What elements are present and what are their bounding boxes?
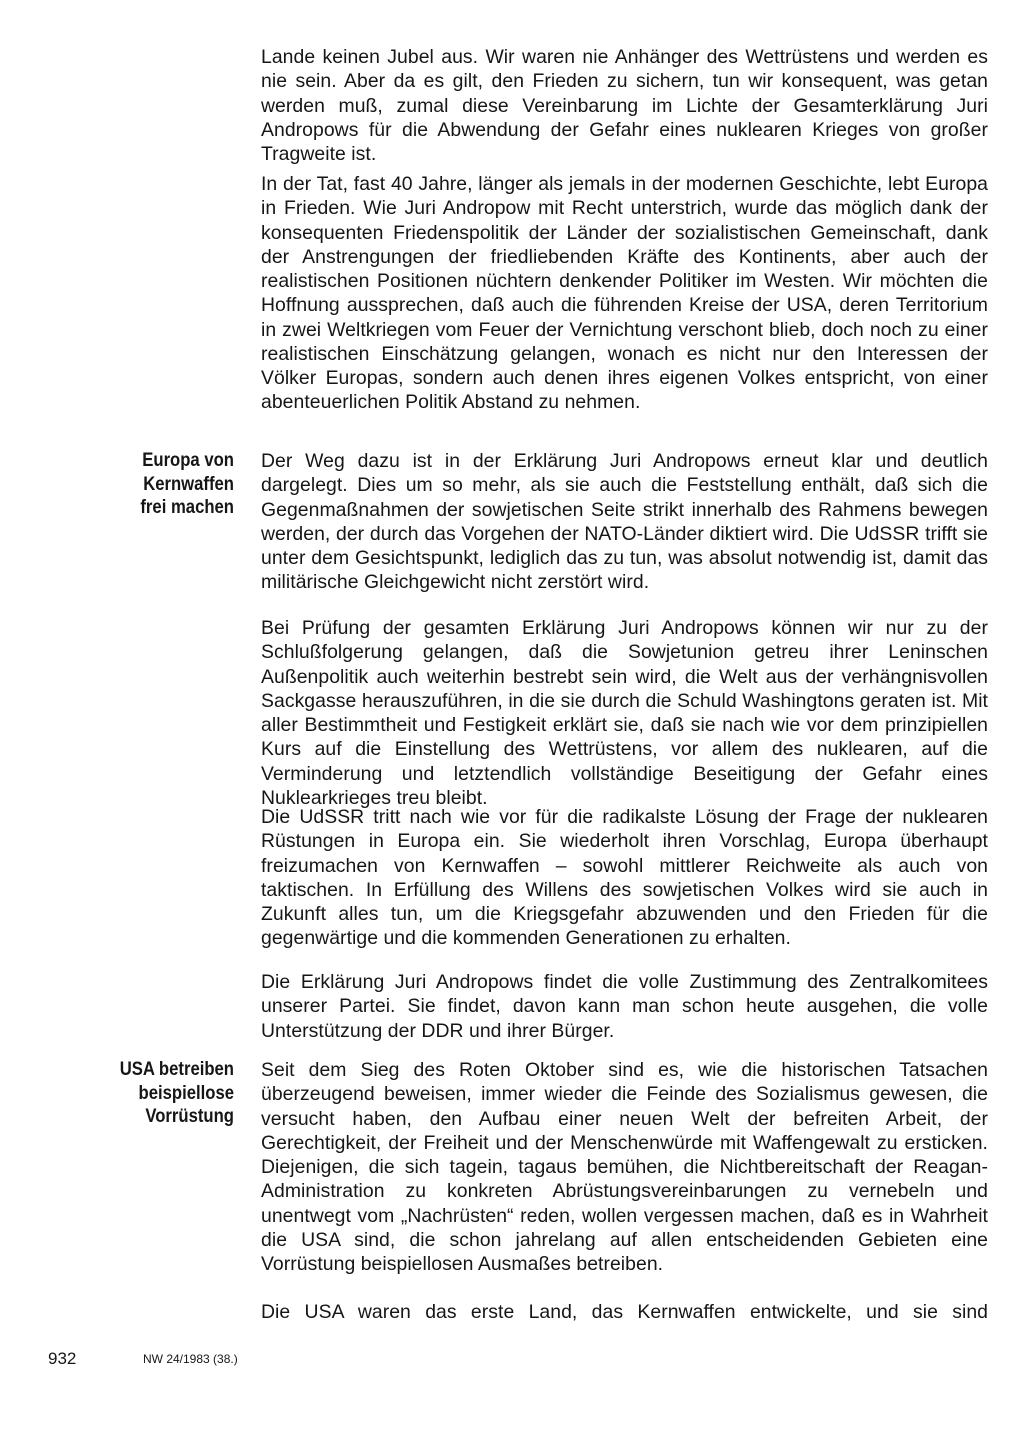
margin-heading-line: beispiellose xyxy=(138,1081,234,1104)
paragraph-text: In der Tat, fast 40 Jahre, länger als jemals in der modernen Geschichte, lebt Europa in Frieden. Wie Juri Andropow mit Recht unterstrich, wurde das möglich dank der konsequenten Friedenspolitik der Länder der sozialistischen Gemeinschaft, dank der Anstrengungen der friedliebenden Kräfte des Kontinents, aber auch der realistischen Positionen nüchtern denkender Politiker im Westen. Wir möchten die Hoffnung aussprechen, daß auch die führenden Kreise der USA, deren Territorium in zwei Weltkriegen vom Feuer der Vernichtung verschont blieb, doch noch zu einer realistischen Einschätzung gelangen, wonach es nicht nur den Interessen der Völker Europas, sondern auch denen ihres eigenen Volkes entspricht, von einer abenteuerlichen Politik Abstand zu nehmen. xyxy=(261,173,988,414)
paragraph-text: Der Weg dazu ist in der Erklärung Juri Andropows erneut klar und deutlich dargelegt. Dies um so mehr, als sie auch die Feststellung enthält, daß sich die Gegenmaßnahmen der sowjetischen Seite strikt innerhalb des Rahmens bewegen werden, der durch das Vorgehen der NATO-Länder diktiert wird. Die UdSSR trifft sie unter dem Gesichtspunkt, lediglich das zu tun, was absolut notwendig ist, damit das militärische Gleichgewicht nicht zerstört wird. xyxy=(261,450,988,594)
margin-heading-usa xyxy=(115,1058,234,1129)
paragraph-text: Die Erklärung Juri Andropows findet die volle Zustimmung des Zentralkomitees unserer Partei. Sie findet, davon kann man schon heute ausgehen, die volle Unterstützung der DDR und ihrer Bürger. xyxy=(261,971,988,1042)
paragraph-text: Die USA waren das erste Land, das Kernwaffen entwickelte, und sie sind xyxy=(261,1301,988,1323)
page-number: 932 xyxy=(48,1349,77,1368)
margin-heading-line: Europa von xyxy=(142,449,234,471)
margin-heading-line: Kernwaffen xyxy=(143,472,234,495)
paragraph-text: Lande keinen Jubel aus. Wir waren nie Anhänger des Wettrüstens und werden es nie sein. Aber da es gilt, den Frieden zu sichern, tun wir konsequent, was getan werden muß, zumal diese Vereinbarung im Lichte der Gesamterklärung Juri Andropows für die Abwendung der Gefahr eines nuklearen Krieges von großer Tragweite ist. xyxy=(261,46,988,165)
paragraph-text: Bei Prüfung der gesamten Erklärung Juri Andropows können wir nur zu der Schlußfolgerung gelangen, daß die Sowjetunion getreu ihrer Leninschen Außenpolitik auch weiterhin bestrebt sein wird, die Welt aus der verhängnisvollen Sackgasse herauszuführen, in die sie durch die Schuld Washingtons geraten ist. Mit aller Bestimmtheit und Festigkeit erklärt sie, daß sie nach wie vor dem prinzipiellen Kurs auf die Einstellung des Wettrüstens, vor allem des nuklearen, auf die Verminderung und letztendlich vollständige Beseitigung der Gefahr eines Nuklearkrieges treu bleibt. xyxy=(261,617,988,809)
body-paragraph-4 xyxy=(261,616,988,810)
body-paragraph-2 xyxy=(261,172,988,415)
body-paragraph-5 xyxy=(261,805,988,951)
body-paragraph-7 xyxy=(261,1058,988,1276)
margin-heading-europa xyxy=(115,449,234,520)
body-paragraph-1 xyxy=(261,45,988,166)
margin-heading-line: USA betreiben xyxy=(119,1058,234,1080)
body-paragraph-3 xyxy=(261,449,988,595)
paragraph-text: Seit dem Sieg des Roten Oktober sind es, wie die historischen Tatsachen überzeugend beweisen, immer wieder die Feinde des Sozialismus gewesen, die versucht haben, den Aufbau einer neuen Welt der befreiten Arbeit, der Gerechtigkeit, der Freiheit und der Menschenwürde mit Waffengewalt zu ersticken. Diejenigen, die sich tagein, tagaus bemühen, die Nichtbereitschaft der Reagan-Administration zu konkreten Abrüstungsvereinbarungen zu vernebeln und unentwegt vom „Nachrüsten“ reden, wollen vergessen machen, daß es in Wahrheit die USA sind, die schon jahrelang auf allen entscheidenden Gebieten eine Vorrüstung beispiellosen Ausmaßes betreiben. xyxy=(261,1059,988,1275)
paragraph-text: Die UdSSR tritt nach wie vor für die radikalste Lösung der Frage der nuklearen Rüstungen in Europa ein. Sie wiederholt ihren Vorschlag, Europa überhaupt freizumachen von Kernwaffen – sowohl mittlerer Reichweite als auch von taktischen. In Erfüllung des Willens des sowjetischen Volkes wird sie auch in Zukunft alles tun, um die Kriegsgefahr abzuwenden und den Frieden für die gegenwärtige und die kommenden Generationen zu erhalten. xyxy=(261,806,988,950)
margin-heading-line: Vorrüstung xyxy=(145,1105,234,1127)
body-paragraph-6 xyxy=(261,970,988,1043)
source-reference: NW 24/1983 (38.) xyxy=(143,1352,238,1366)
margin-heading-line: frei machen xyxy=(140,496,234,518)
body-paragraph-8 xyxy=(261,1300,988,1324)
